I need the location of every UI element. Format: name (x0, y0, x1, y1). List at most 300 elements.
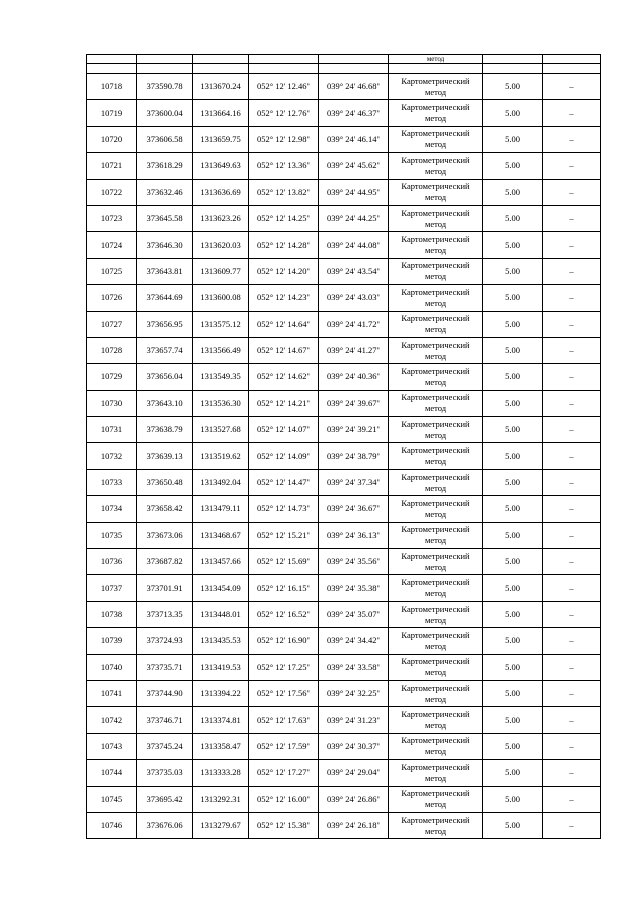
method-line-1: Картометрический (401, 154, 470, 165)
cell-longitude: 039° 24' 37.34" (319, 469, 389, 495)
cell-x: 373744.90 (137, 680, 193, 706)
method-line-2: метод (424, 218, 447, 229)
cell-method (389, 812, 483, 838)
cell-longitude: 039° 24' 41.72" (319, 311, 389, 337)
method-line-1: Картометрический (401, 550, 470, 561)
cell-precision: 5.00 (483, 74, 543, 100)
cell-latitude: 052° 12' 14.25" (249, 205, 319, 231)
cell-method (389, 364, 483, 390)
cell-method (389, 390, 483, 416)
cell-y: 1313527.68 (193, 417, 249, 443)
method-line-1: Картометрический (401, 418, 470, 429)
cell-precision: 5.00 (483, 100, 543, 126)
cell-x: 373746.71 (137, 707, 193, 733)
cell-longitude: 039° 24' 35.38" (319, 575, 389, 601)
cell-dash: – (543, 126, 601, 152)
cell-point-id: 10744 (87, 760, 137, 786)
cell-longitude: 039° 24' 35.07" (319, 601, 389, 627)
cell-precision: 5.00 (483, 390, 543, 416)
cell-method (389, 311, 483, 337)
cell-longitude: 039° 24' 26.86" (319, 786, 389, 812)
method-line-1: Картометрический (401, 365, 470, 376)
method-line-1: Картометрический (401, 814, 470, 825)
cell-precision: 5.00 (483, 258, 543, 284)
cell-point-id: 10737 (87, 575, 137, 601)
cell-method-tail: метод (389, 55, 483, 64)
table-row-continuation (87, 55, 601, 64)
cell-precision: 5.00 (483, 311, 543, 337)
cell-dash: – (543, 258, 601, 284)
cell-empty (543, 64, 601, 74)
cell-method (389, 417, 483, 443)
cell-longitude: 039° 24' 36.13" (319, 522, 389, 548)
cell-precision: 5.00 (483, 601, 543, 627)
cell-dash: – (543, 654, 601, 680)
method-line-1: Картометрический (401, 629, 470, 640)
method-line-2: метод (424, 746, 447, 757)
cell-latitude: 052° 12' 14.47" (249, 469, 319, 495)
table-row (87, 364, 601, 390)
cell-method (389, 707, 483, 733)
cell-x: 373600.04 (137, 100, 193, 126)
cell-latitude: 052° 12' 14.64" (249, 311, 319, 337)
table-row (87, 549, 601, 575)
cell-dash: – (543, 443, 601, 469)
cell-method (389, 205, 483, 231)
cell-longitude: 039° 24' 46.14" (319, 126, 389, 152)
table-row (87, 786, 601, 812)
cell-method (389, 74, 483, 100)
cell-precision: 5.00 (483, 522, 543, 548)
cell-latitude: 052° 12' 14.07" (249, 417, 319, 443)
cell-point-id: 10745 (87, 786, 137, 812)
cell-point-id: 10720 (87, 126, 137, 152)
cell-precision: 5.00 (483, 786, 543, 812)
cell-dash: – (543, 285, 601, 311)
cell-x: 373606.58 (137, 126, 193, 152)
cell-x: 373673.06 (137, 522, 193, 548)
cell-point-id: 10718 (87, 74, 137, 100)
cell-longitude: 039° 24' 39.67" (319, 390, 389, 416)
method-line-2: метод (424, 113, 447, 124)
cell-point-id: 10742 (87, 707, 137, 733)
cell-y: 1313394.22 (193, 680, 249, 706)
cell-method (389, 496, 483, 522)
method-line-1: Картометрический (401, 735, 470, 746)
cell-precision: 5.00 (483, 549, 543, 575)
cell-dash: – (543, 707, 601, 733)
cell-x: 373724.93 (137, 628, 193, 654)
cell-method (389, 628, 483, 654)
cell-longitude: 039° 24' 44.25" (319, 205, 389, 231)
cell-point-id: 10719 (87, 100, 137, 126)
cell-point-id: 10739 (87, 628, 137, 654)
cell-y: 1313333.28 (193, 760, 249, 786)
method-line-2: метод (424, 324, 447, 335)
table-row (87, 153, 601, 179)
table-row (87, 74, 601, 100)
method-line-2: метод (424, 720, 447, 731)
method-line-1: Картометрический (401, 682, 470, 693)
cell-y: 1313454.09 (193, 575, 249, 601)
cell-point-id: 10740 (87, 654, 137, 680)
cell-x: 373590.78 (137, 74, 193, 100)
table-row (87, 522, 601, 548)
cell-empty (483, 64, 543, 74)
cell-latitude: 052° 12' 14.20" (249, 258, 319, 284)
method-line-2: метод (424, 192, 447, 203)
cell-x: 373745.24 (137, 733, 193, 759)
cell-point-id: 10741 (87, 680, 137, 706)
table-row (87, 654, 601, 680)
cell-dash: – (543, 601, 601, 627)
method-line-2: метод (424, 86, 447, 97)
cell-empty (137, 64, 193, 74)
table-row (87, 100, 601, 126)
cell-method (389, 680, 483, 706)
cell-method (389, 100, 483, 126)
cell-longitude: 039° 24' 45.62" (319, 153, 389, 179)
cell-latitude: 052° 12' 12.98" (249, 126, 319, 152)
cell-method (389, 469, 483, 495)
cell-latitude: 052° 12' 15.38" (249, 812, 319, 838)
cell-precision: 5.00 (483, 205, 543, 231)
cell-precision: 5.00 (483, 496, 543, 522)
cell-point-id: 10723 (87, 205, 137, 231)
cell-y: 1313358.47 (193, 733, 249, 759)
cell-latitude: 052° 12' 17.27" (249, 760, 319, 786)
cell-y: 1313468.67 (193, 522, 249, 548)
cell-longitude: 039° 24' 33.58" (319, 654, 389, 680)
cell-latitude: 052° 12' 16.15" (249, 575, 319, 601)
method-line-2: метод (424, 350, 447, 361)
cell-y: 1313549.35 (193, 364, 249, 390)
method-line-2: метод (424, 825, 447, 836)
cell-precision: 5.00 (483, 575, 543, 601)
cell-dash: – (543, 733, 601, 759)
cell-method (389, 337, 483, 363)
cell-x: 373695.42 (137, 786, 193, 812)
cell-precision: 5.00 (483, 469, 543, 495)
cell-x: 373650.48 (137, 469, 193, 495)
cell-longitude: 039° 24' 35.56" (319, 549, 389, 575)
method-line-2: метод (424, 139, 447, 150)
table-row-empty (87, 64, 601, 74)
table-row (87, 285, 601, 311)
cell-point-id: 10730 (87, 390, 137, 416)
table-row (87, 575, 601, 601)
table-row (87, 417, 601, 443)
cell-latitude: 052° 12' 14.73" (249, 496, 319, 522)
method-line-1: Картометрический (401, 761, 470, 772)
method-line-2: метод (424, 561, 447, 572)
cell-latitude: 052° 12' 13.82" (249, 179, 319, 205)
cell-y: 1313649.63 (193, 153, 249, 179)
method-line-1: Картометрический (401, 286, 470, 297)
cell-y: 1313279.67 (193, 812, 249, 838)
cell-dash: – (543, 628, 601, 654)
cell-latitude: 052° 12' 14.21" (249, 390, 319, 416)
cell-latitude: 052° 12' 16.52" (249, 601, 319, 627)
cell-y: 1313292.31 (193, 786, 249, 812)
table-row (87, 496, 601, 522)
cell-point-id: 10738 (87, 601, 137, 627)
cell-dash: – (543, 337, 601, 363)
method-line-2: метод (424, 588, 447, 599)
cell-point-id: 10746 (87, 812, 137, 838)
cell-y: 1313492.04 (193, 469, 249, 495)
cell-y: 1313519.62 (193, 443, 249, 469)
cell-point-id: 10721 (87, 153, 137, 179)
cell-point-id: 10725 (87, 258, 137, 284)
cell-x: 373656.04 (137, 364, 193, 390)
cell-precision: 5.00 (483, 153, 543, 179)
method-line-2: метод (424, 772, 447, 783)
cell-method (389, 232, 483, 258)
cell-point-id: 10732 (87, 443, 137, 469)
cell-latitude: 052° 12' 16.00" (249, 786, 319, 812)
cell-method (389, 601, 483, 627)
cell-precision: 5.00 (483, 179, 543, 205)
cell-dash: – (543, 311, 601, 337)
cell-longitude: 039° 24' 26.18" (319, 812, 389, 838)
cell-y: 1313479.11 (193, 496, 249, 522)
method-line-1: Картометрический (401, 709, 470, 720)
cell-x: 373657.74 (137, 337, 193, 363)
cell-dash: – (543, 786, 601, 812)
cell-x: 373643.81 (137, 258, 193, 284)
cell-dash: – (543, 760, 601, 786)
method-line-2: метод (424, 403, 447, 414)
cell-empty (543, 55, 601, 64)
cell-longitude: 039° 24' 36.67" (319, 496, 389, 522)
cell-longitude: 039° 24' 44.08" (319, 232, 389, 258)
cell-point-id: 10734 (87, 496, 137, 522)
cell-longitude: 039° 24' 30.37" (319, 733, 389, 759)
table-row (87, 443, 601, 469)
method-line-2: метод (424, 508, 447, 519)
cell-longitude: 039° 24' 29.04" (319, 760, 389, 786)
cell-precision: 5.00 (483, 654, 543, 680)
cell-longitude: 039° 24' 34.42" (319, 628, 389, 654)
table-row (87, 205, 601, 231)
cell-point-id: 10731 (87, 417, 137, 443)
method-line-2: метод (424, 693, 447, 704)
cell-y: 1313620.03 (193, 232, 249, 258)
method-line-2: метод (424, 271, 447, 282)
cell-precision: 5.00 (483, 443, 543, 469)
cell-longitude: 039° 24' 40.36" (319, 364, 389, 390)
table-row (87, 812, 601, 838)
cell-precision: 5.00 (483, 628, 543, 654)
cell-latitude: 052° 12' 14.62" (249, 364, 319, 390)
cell-empty (319, 64, 389, 74)
cell-precision: 5.00 (483, 733, 543, 759)
cell-latitude: 052° 12' 15.21" (249, 522, 319, 548)
cell-dash: – (543, 364, 601, 390)
cell-dash: – (543, 417, 601, 443)
cell-x: 373658.42 (137, 496, 193, 522)
cell-method (389, 153, 483, 179)
cell-method (389, 575, 483, 601)
cell-y: 1313636.69 (193, 179, 249, 205)
cell-precision: 5.00 (483, 680, 543, 706)
method-line-1: Картометрический (401, 471, 470, 482)
method-line-1: Картометрический (401, 128, 470, 139)
method-line-1: Картометрический (401, 788, 470, 799)
cell-dash: – (543, 469, 601, 495)
cell-latitude: 052° 12' 12.46" (249, 74, 319, 100)
coordinates-table (86, 54, 601, 839)
cell-latitude: 052° 12' 13.36" (249, 153, 319, 179)
cell-longitude: 039° 24' 43.03" (319, 285, 389, 311)
method-line-1: Картометрический (401, 656, 470, 667)
cell-precision: 5.00 (483, 760, 543, 786)
method-line-2: метод (424, 799, 447, 810)
cell-method (389, 179, 483, 205)
cell-dash: – (543, 812, 601, 838)
cell-y: 1313609.77 (193, 258, 249, 284)
cell-longitude: 039° 24' 39.21" (319, 417, 389, 443)
table-row (87, 311, 601, 337)
cell-y: 1313664.16 (193, 100, 249, 126)
method-line-1: Картометрический (401, 75, 470, 86)
method-line-2: метод (424, 429, 447, 440)
cell-precision: 5.00 (483, 285, 543, 311)
method-line-2: метод (424, 640, 447, 651)
method-line-2: метод (424, 165, 447, 176)
cell-longitude: 039° 24' 46.68" (319, 74, 389, 100)
method-line-1: Картометрический (401, 181, 470, 192)
method-line-1: Картометрический (401, 577, 470, 588)
method-line-2: метод (424, 297, 447, 308)
cell-empty (389, 64, 483, 74)
cell-x: 373687.82 (137, 549, 193, 575)
cell-latitude: 052° 12' 14.28" (249, 232, 319, 258)
cell-latitude: 052° 12' 16.90" (249, 628, 319, 654)
table-row (87, 469, 601, 495)
cell-y: 1313435.53 (193, 628, 249, 654)
cell-longitude: 039° 24' 46.37" (319, 100, 389, 126)
table-row (87, 707, 601, 733)
cell-x: 373632.46 (137, 179, 193, 205)
method-line-1: Картометрический (401, 392, 470, 403)
cell-dash: – (543, 390, 601, 416)
cell-empty (193, 64, 249, 74)
cell-precision: 5.00 (483, 707, 543, 733)
method-line-2: метод (424, 667, 447, 678)
cell-point-id: 10722 (87, 179, 137, 205)
cell-y: 1313566.49 (193, 337, 249, 363)
cell-empty (249, 64, 319, 74)
cell-y: 1313374.81 (193, 707, 249, 733)
method-line-1: Картометрический (401, 603, 470, 614)
table-row (87, 258, 601, 284)
cell-latitude: 052° 12' 14.23" (249, 285, 319, 311)
cell-y: 1313457.66 (193, 549, 249, 575)
table-row (87, 680, 601, 706)
cell-x: 373735.71 (137, 654, 193, 680)
cell-longitude: 039° 24' 41.27" (319, 337, 389, 363)
cell-y: 1313575.12 (193, 311, 249, 337)
cell-x: 373645.58 (137, 205, 193, 231)
table-row (87, 126, 601, 152)
cell-dash: – (543, 205, 601, 231)
cell-empty (319, 55, 389, 64)
cell-method (389, 258, 483, 284)
method-line-1: Картометрический (401, 313, 470, 324)
cell-method (389, 443, 483, 469)
cell-longitude: 039° 24' 31.23" (319, 707, 389, 733)
cell-precision: 5.00 (483, 232, 543, 258)
cell-longitude: 039° 24' 44.95" (319, 179, 389, 205)
method-line-2: метод (424, 614, 447, 625)
cell-dash: – (543, 522, 601, 548)
cell-method (389, 733, 483, 759)
cell-y: 1313670.24 (193, 74, 249, 100)
cell-point-id: 10726 (87, 285, 137, 311)
cell-longitude: 039° 24' 43.54" (319, 258, 389, 284)
table-body (87, 55, 601, 839)
method-line-1: Картометрический (401, 524, 470, 535)
method-line-1: Картометрический (401, 234, 470, 245)
cell-x: 373618.29 (137, 153, 193, 179)
cell-dash: – (543, 232, 601, 258)
table-row (87, 179, 601, 205)
cell-empty (193, 55, 249, 64)
table-row (87, 760, 601, 786)
cell-dash: – (543, 680, 601, 706)
method-line-1: Картометрический (401, 339, 470, 350)
cell-latitude: 052° 12' 17.59" (249, 733, 319, 759)
cell-dash: – (543, 74, 601, 100)
cell-precision: 5.00 (483, 126, 543, 152)
table-row (87, 232, 601, 258)
cell-empty (87, 55, 137, 64)
method-line-1: Картометрический (401, 102, 470, 113)
cell-y: 1313600.08 (193, 285, 249, 311)
cell-dash: – (543, 153, 601, 179)
method-line-2: метод (424, 456, 447, 467)
table-row (87, 390, 601, 416)
cell-point-id: 10733 (87, 469, 137, 495)
cell-x: 373676.06 (137, 812, 193, 838)
cell-latitude: 052° 12' 15.69" (249, 549, 319, 575)
cell-point-id: 10729 (87, 364, 137, 390)
cell-precision: 5.00 (483, 337, 543, 363)
method-line-2: метод (424, 535, 447, 546)
cell-precision: 5.00 (483, 417, 543, 443)
cell-dash: – (543, 575, 601, 601)
method-line-1: Картометрический (401, 497, 470, 508)
cell-x: 373644.69 (137, 285, 193, 311)
cell-point-id: 10735 (87, 522, 137, 548)
cell-latitude: 052° 12' 17.56" (249, 680, 319, 706)
cell-x: 373701.91 (137, 575, 193, 601)
cell-precision: 5.00 (483, 812, 543, 838)
cell-latitude: 052° 12' 14.67" (249, 337, 319, 363)
cell-empty (249, 55, 319, 64)
table-row (87, 601, 601, 627)
method-line-1: Картометрический (401, 445, 470, 456)
cell-point-id: 10743 (87, 733, 137, 759)
table-row (87, 337, 601, 363)
cell-empty (483, 55, 543, 64)
cell-longitude: 039° 24' 32.25" (319, 680, 389, 706)
table-row (87, 628, 601, 654)
cell-method (389, 126, 483, 152)
cell-point-id: 10724 (87, 232, 137, 258)
